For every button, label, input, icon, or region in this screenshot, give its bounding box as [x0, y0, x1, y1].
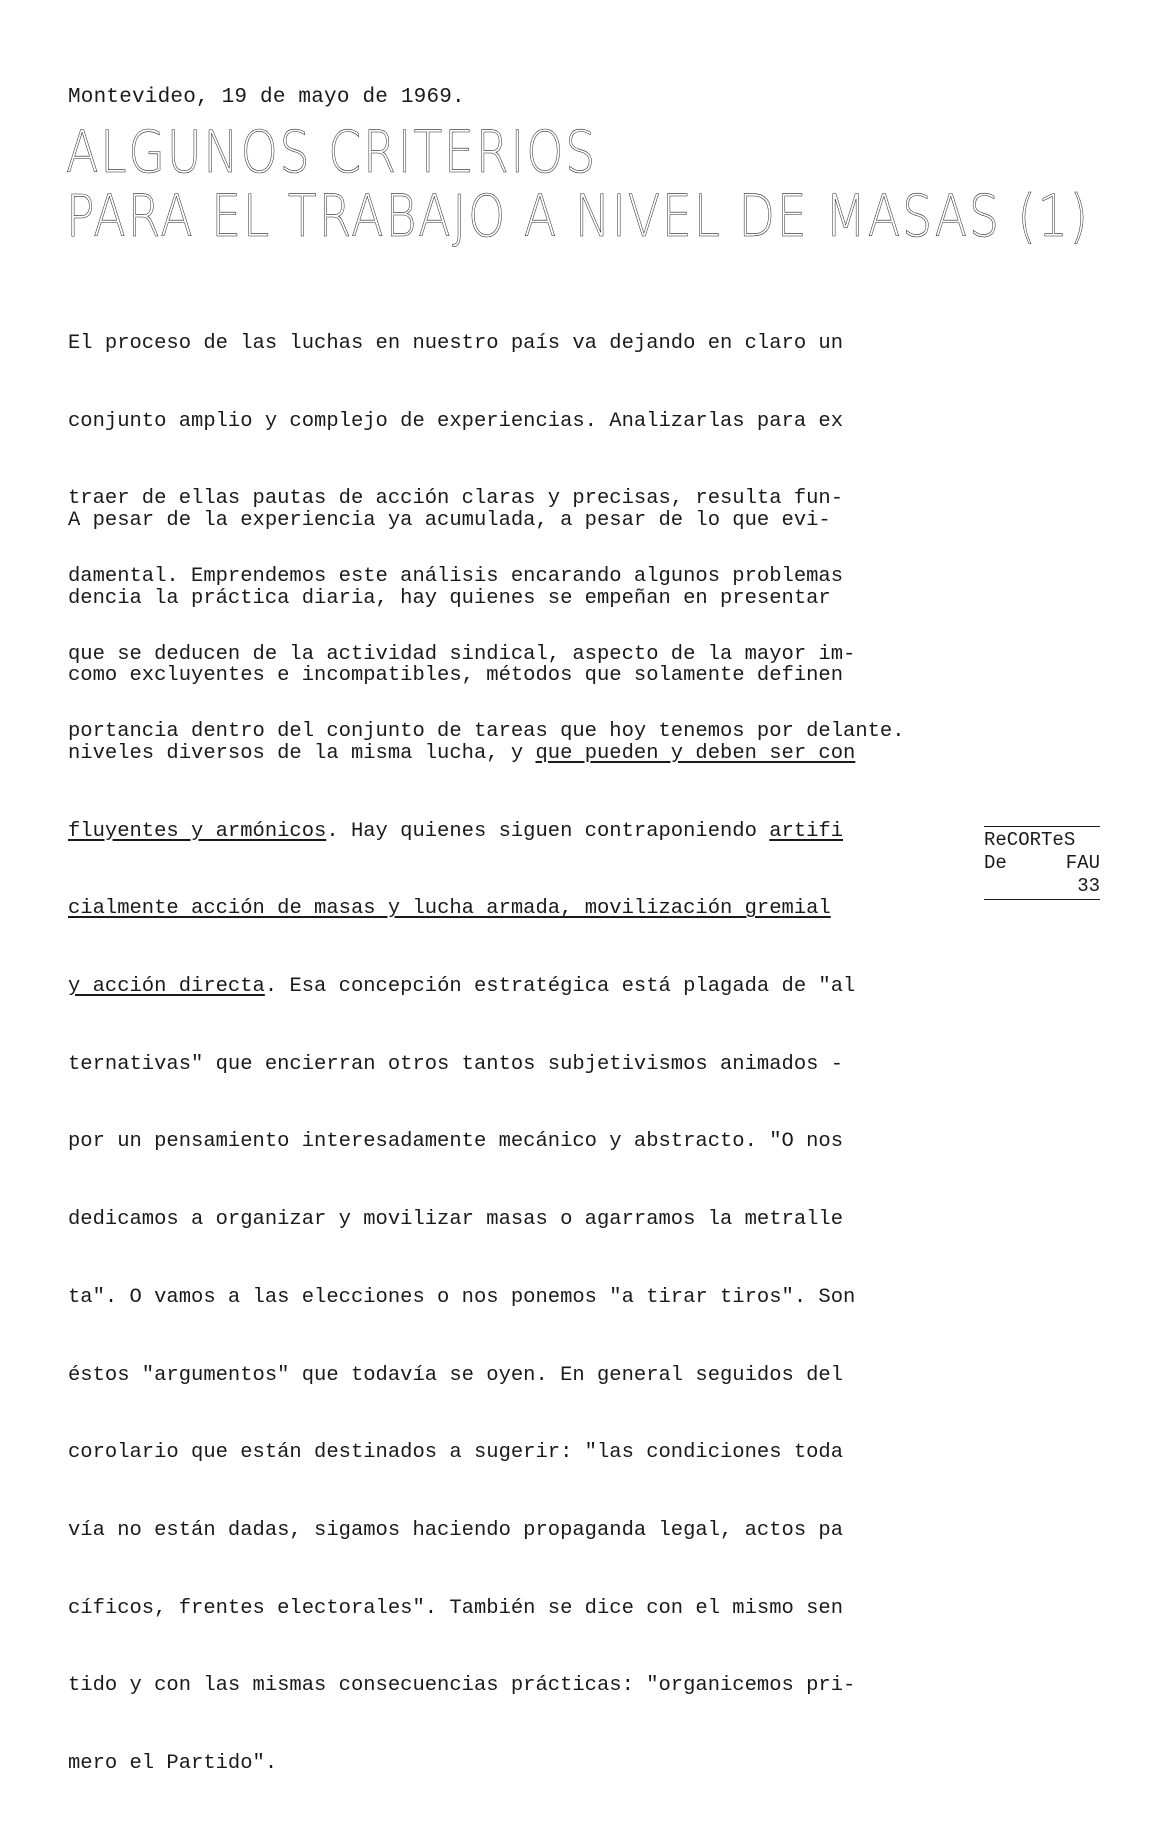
paragraph-line [68, 974, 958, 1000]
paragraph-line [68, 819, 958, 845]
text-segment: . Hay quienes siguen contraponiendo [326, 819, 770, 843]
paragraph-line: conjunto amplio y complejo de experiencias. Analizarlas para ex [68, 409, 844, 433]
paragraph-line: vía no están dadas, sigamos haciendo propaganda legal, actos pa [68, 1518, 844, 1542]
paragraph-line: cíficos, frentes electorales". También se dice con el mismo sen [68, 1596, 844, 1620]
paragraph-line [68, 896, 958, 922]
paragraph-line: éstos "argumentos" que todavía se oyen. En general seguidos del [68, 1363, 844, 1387]
paragraph-line: tido y con las mismas consecuencias prácticas: "organicemos pri- [68, 1674, 856, 1698]
text-segment: niveles diversos de la misma lucha, y [68, 741, 536, 765]
paragraph-line: como excluyentes e incompatibles, métodos que solamente definen [68, 664, 844, 688]
paragraph-line: ternativas" que encierran otros tantos subjetivismos animados - [68, 1052, 844, 1076]
page-number: 33 [1077, 875, 1100, 897]
stamp-rule-bottom [984, 899, 1100, 900]
underlined-text: artifi [769, 819, 844, 843]
paragraph-line: dedicamos a organizar y movilizar masas o agarramos la metralle [68, 1208, 844, 1232]
article-title [66, 118, 1162, 250]
paragraph-line: El proceso de las luchas en nuestro país va dejando en claro un [68, 331, 844, 355]
stamp-rule-top [984, 826, 1100, 827]
paragraph-line: ta". O vamos a las elecciones o nos ponemos "a tirar tiros". Son [68, 1285, 856, 1309]
stamp-line-1: ReCORTeS [984, 829, 1076, 851]
paragraph-line: damental. Emprendemos este análisis encarando algunos problemas [68, 564, 844, 588]
underlined-text: y acción directa [68, 975, 265, 999]
paragraph-line: que se deducen de la actividad sindical, aspecto de la mayor im- [68, 642, 856, 666]
title-line-2: PARA EL TRABAJO A NIVEL DE MASAS (1) [66, 182, 1090, 250]
stamp-fau: FAU [1065, 852, 1100, 874]
title-line-1: ALGUNOS CRITERIOS [66, 118, 597, 186]
underlined-text: que pueden y deben ser con [535, 741, 856, 765]
dateline: Montevideo, 19 de mayo de 1969. [68, 86, 465, 109]
paragraph-line: traer de ellas pautas de acción claras y precisas, resulta fun- [68, 487, 844, 511]
underlined-text: fluyentes y armónicos [68, 819, 327, 843]
paragraph-line: A pesar de la experiencia ya acumulada, a pesar de lo que evi- [68, 508, 831, 532]
paragraph-line: dencia la práctica diaria, hay quienes se empeñan en presentar [68, 586, 831, 610]
stamp-de: De [984, 852, 1007, 874]
paragraph-line [68, 741, 958, 767]
text-segment: . Esa concepción estratégica está plagada de "al [264, 975, 856, 999]
paragraph-2 [68, 456, 958, 1829]
paragraph-line: mero el Partido". [68, 1752, 278, 1776]
paragraph-line: corolario que están destinados a sugerir: "las condiciones toda [68, 1441, 844, 1465]
paragraph-line: por un pensamiento interesadamente mecánico y abstracto. "O nos [68, 1130, 844, 1154]
paragraph-line: portancia dentro del conjunto de tareas que hoy tenemos por delante. [68, 720, 905, 744]
underlined-text: acción de masas y lucha armada, movilización gremial [191, 897, 831, 921]
recortes-stamp [984, 826, 1100, 900]
underlined-text: cialmente [68, 897, 192, 921]
stamp-line-2 [984, 852, 1100, 875]
